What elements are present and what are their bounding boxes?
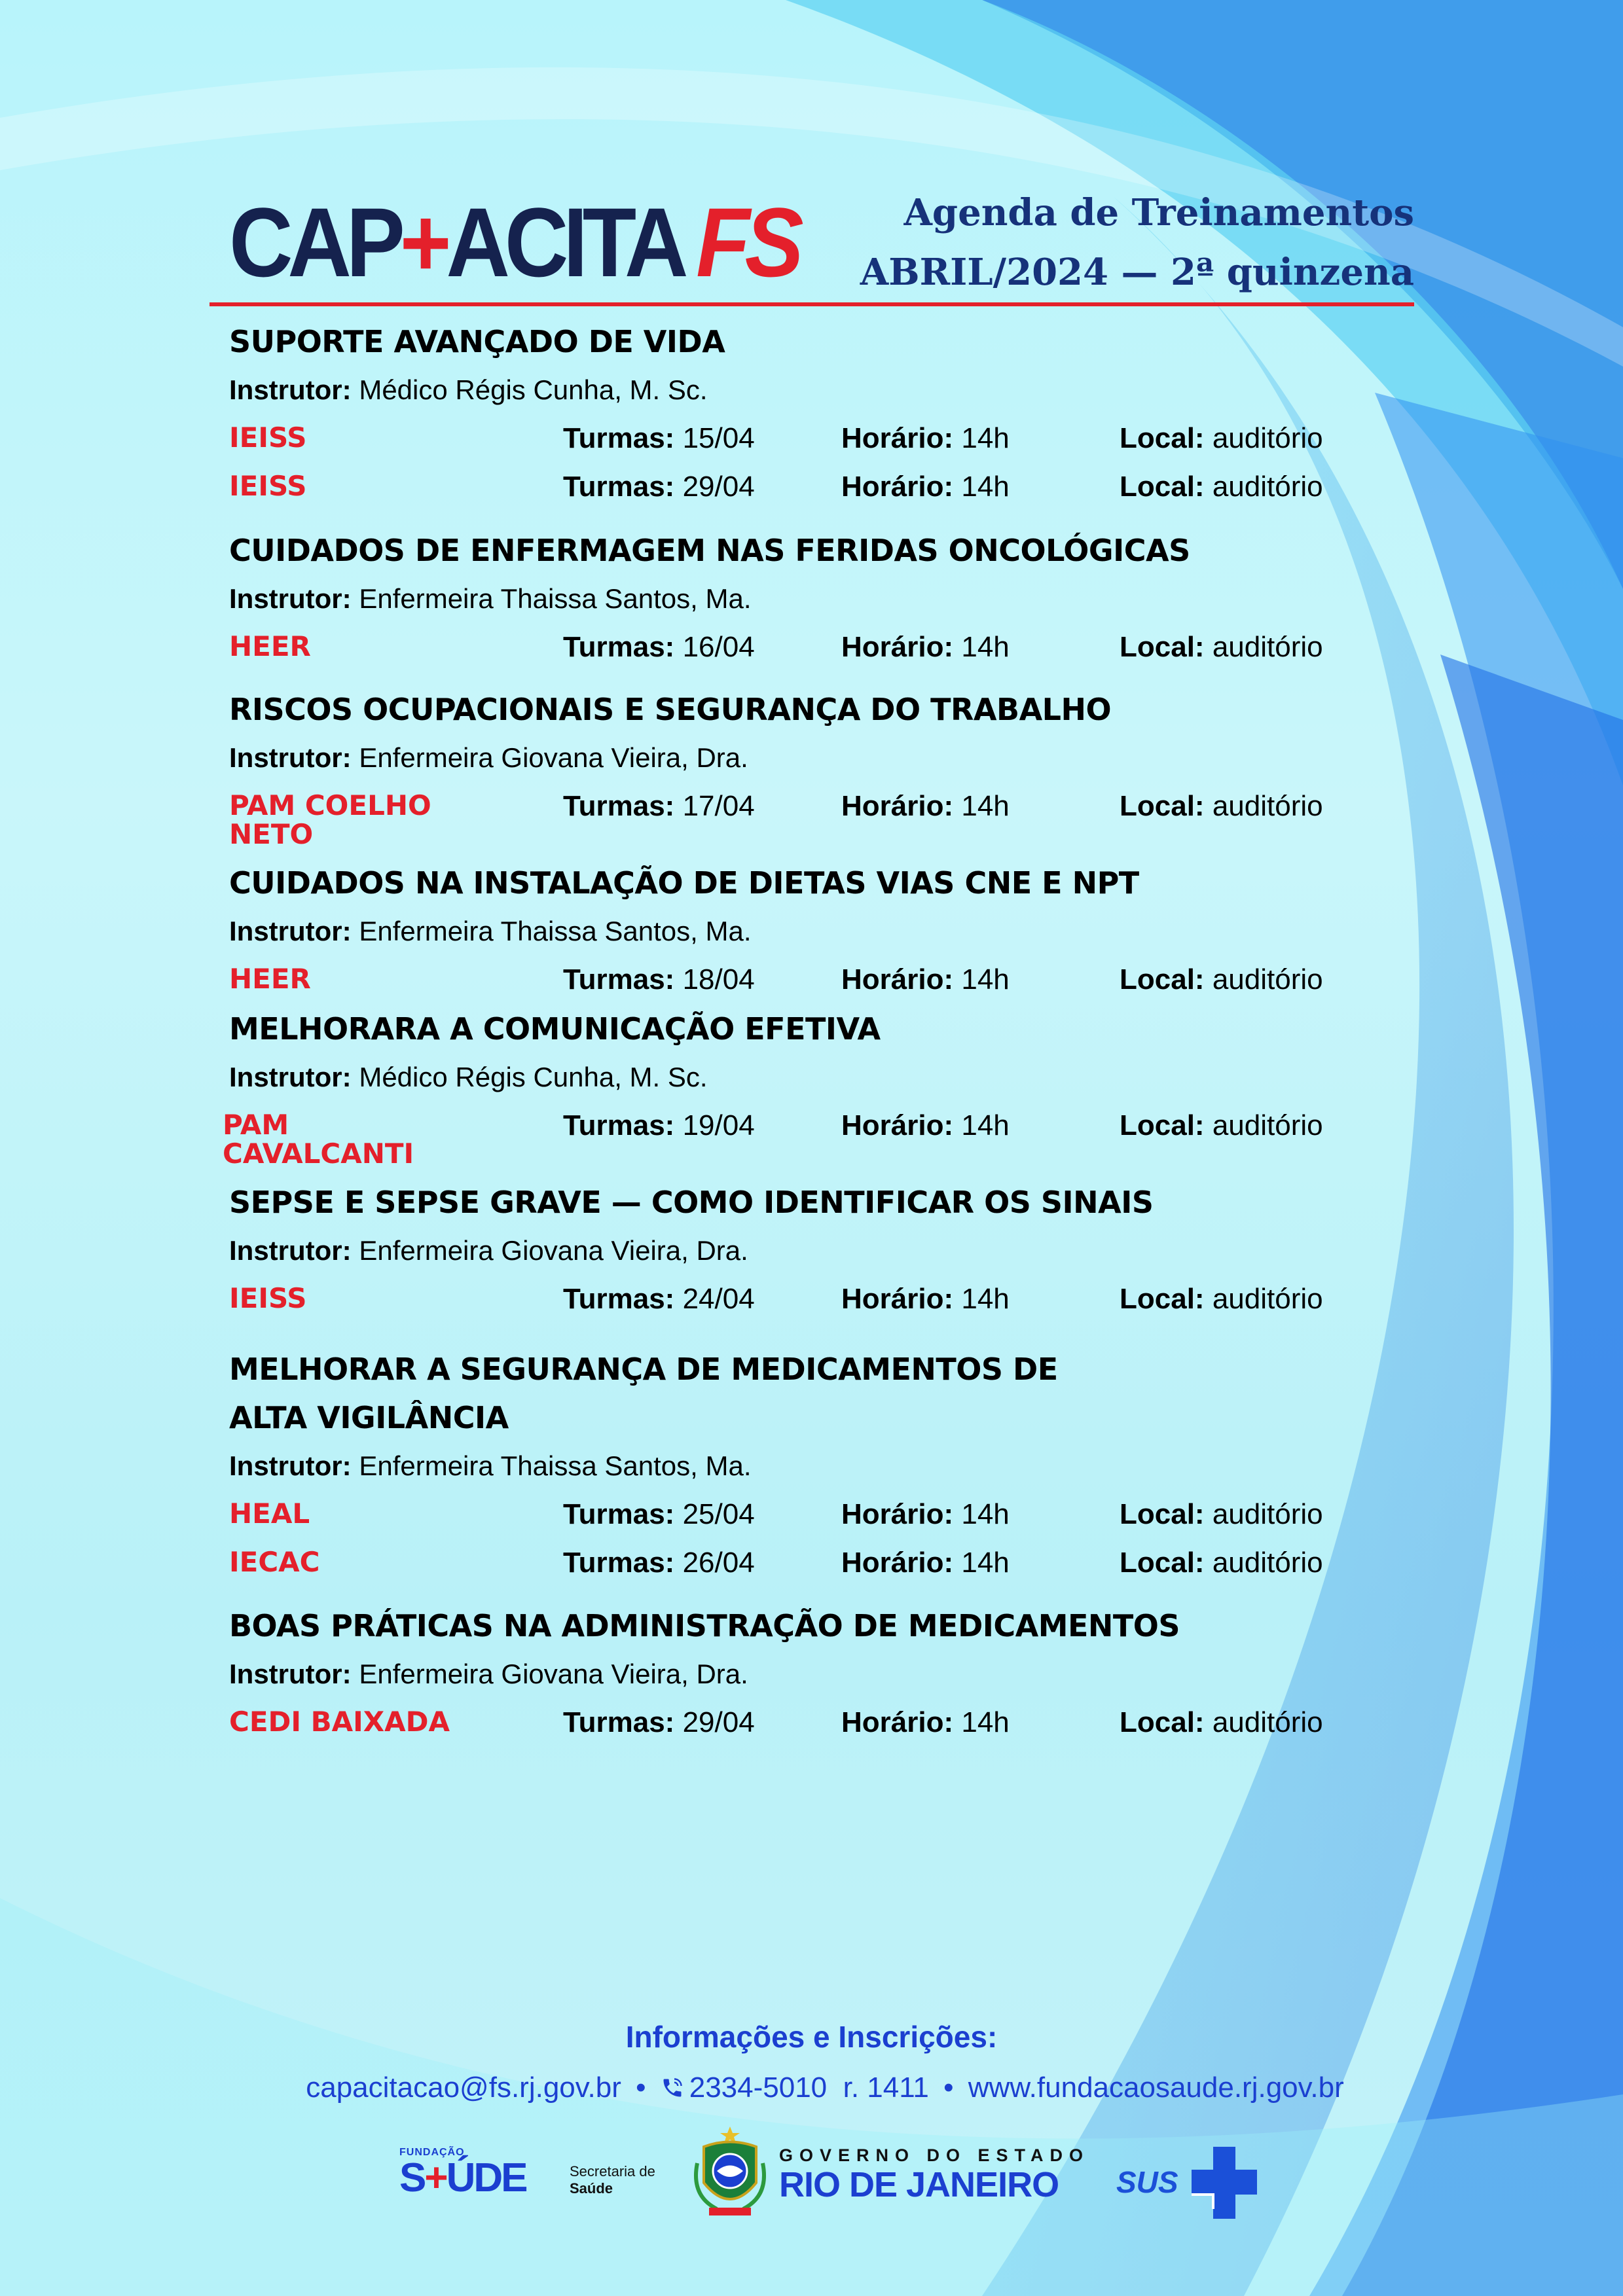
course-block	[229, 526, 1408, 672]
session-row	[229, 956, 1408, 1004]
partner-logos	[0, 2121, 1623, 2225]
email-link[interactable]: capacitacao@fs.rj.gov.br	[306, 2072, 621, 2104]
course-block	[229, 1345, 1408, 1587]
session-date: Turmas: 26/04	[563, 1547, 755, 1579]
course-block	[229, 317, 1408, 511]
course-title: MELHORAR A SEGURANÇA DE MEDICAMENTOS DE	[229, 1352, 1058, 1387]
session-time: Horário: 14h	[841, 471, 1010, 503]
session-unit: PAM CAVALCANTI	[223, 1109, 414, 1170]
phone-icon	[661, 2076, 684, 2100]
course-block	[223, 1005, 1408, 1170]
sus-logo: SUS	[1116, 2144, 1260, 2222]
course-block	[229, 859, 1408, 1004]
session-time: Horário: 14h	[841, 1109, 1010, 1141]
session-date: Turmas: 29/04	[563, 1706, 755, 1738]
session-date: Turmas: 19/04	[563, 1109, 755, 1141]
session-time: Horário: 14h	[841, 1547, 1010, 1579]
session-place: Local: auditório	[1120, 1547, 1323, 1579]
session-place: Local: auditório	[1120, 1498, 1323, 1530]
secretaria-saude-logo: Secretaria de Saúde	[570, 2163, 655, 2197]
session-place: Local: auditório	[1120, 1706, 1323, 1738]
session-row	[229, 414, 1408, 463]
course-title: MELHORARA A COMUNICAÇÃO EFETIVA	[229, 1011, 881, 1047]
session-unit: IEISS	[229, 470, 307, 502]
course-title: SUPORTE AVANÇADO DE VIDA	[229, 324, 725, 359]
course-instructor: Instrutor: Médico Régis Cunha, M. Sc.	[229, 374, 708, 405]
bullet: •	[636, 2072, 646, 2104]
session-unit: HEER	[229, 630, 311, 662]
session-time: Horário: 14h	[841, 1706, 1010, 1738]
info-title: Informações e Inscrições:	[625, 2020, 998, 2054]
session-date: Turmas: 18/04	[563, 963, 755, 996]
capacita-fs-logo: CAP+ACITA FS	[229, 187, 799, 297]
coat-of-arms-icon	[691, 2124, 769, 2222]
phone-number[interactable]: 2334-5010 r. 1411	[689, 2072, 929, 2104]
bullet: •	[943, 2072, 954, 2104]
session-date: Turmas: 25/04	[563, 1498, 755, 1530]
website-link[interactable]: www.fundacaosaude.rj.gov.br	[968, 2072, 1344, 2104]
session-unit: IEISS	[229, 422, 307, 454]
course-title: RISCOS OCUPACIONAIS E SEGURANÇA DO TRABALHO	[229, 692, 1112, 727]
session-date: Turmas: 16/04	[563, 631, 755, 663]
session-unit: HEER	[229, 963, 311, 995]
header	[210, 177, 1414, 308]
course-instructor: Instrutor: Médico Régis Cunha, M. Sc.	[229, 1062, 708, 1092]
contact-line	[295, 2072, 1355, 2104]
course-instructor: Instrutor: Enfermeira Giovana Vieira, Dra.	[229, 1235, 748, 1266]
session-date: Turmas: 15/04	[563, 422, 755, 454]
session-row	[223, 1102, 1408, 1170]
agenda-period: ABRIL/2024 — 2ª quinzena	[860, 251, 1414, 294]
sus-cross-icon	[1188, 2144, 1260, 2222]
session-row	[229, 1490, 1408, 1539]
course-title: SEPSE E SEPSE GRAVE — COMO IDENTIFICAR OS SINAIS	[229, 1185, 1154, 1220]
agenda-heading	[860, 183, 1414, 302]
course-instructor: Instrutor: Enfermeira Thaissa Santos, Ma.	[229, 1450, 752, 1481]
course-title-line2: ALTA VIGILÂNCIA	[229, 1400, 509, 1435]
session-time: Horário: 14h	[841, 963, 1010, 996]
course-block	[229, 1178, 1408, 1323]
session-row	[229, 463, 1408, 511]
session-date: Turmas: 29/04	[563, 471, 755, 503]
course-title: BOAS PRÁTICAS NA ADMINISTRAÇÃO DE MEDICAMENTOS	[229, 1608, 1180, 1643]
session-place: Local: auditório	[1120, 1283, 1323, 1315]
session-time: Horário: 14h	[841, 790, 1010, 822]
course-block	[229, 1602, 1408, 1747]
agenda-title: Agenda de Treinamentos	[903, 191, 1414, 234]
governo-rj-logo: GOVERNO DO ESTADO RIO DE JANEIRO	[779, 2145, 1090, 2204]
course-title: CUIDADOS DE ENFERMAGEM NAS FERIDAS ONCOLÓGICAS	[229, 533, 1190, 568]
session-row	[229, 782, 1408, 850]
session-place: Local: auditório	[1120, 963, 1323, 996]
session-time: Horário: 14h	[841, 422, 1010, 454]
session-row	[229, 1275, 1408, 1323]
session-unit: IEISS	[229, 1282, 307, 1314]
session-unit: CEDI BAIXADA	[229, 1706, 450, 1738]
session-unit: PAM COELHO NETO	[229, 789, 431, 850]
session-row	[229, 1539, 1408, 1587]
session-row	[229, 623, 1408, 672]
course-instructor: Instrutor: Enfermeira Giovana Vieira, Dra.	[229, 1659, 748, 1689]
session-place: Local: auditório	[1120, 471, 1323, 503]
course-block	[229, 685, 1408, 850]
session-place: Local: auditório	[1120, 422, 1323, 454]
session-date: Turmas: 24/04	[563, 1283, 755, 1315]
course-instructor: Instrutor: Enfermeira Thaissa Santos, Ma.	[229, 583, 752, 614]
session-time: Horário: 14h	[841, 1283, 1010, 1315]
session-time: Horário: 14h	[841, 1498, 1010, 1530]
course-instructor: Instrutor: Enfermeira Giovana Vieira, Dra.	[229, 742, 748, 773]
session-place: Local: auditório	[1120, 790, 1323, 822]
session-unit: IECAC	[229, 1546, 320, 1578]
session-time: Horário: 14h	[841, 631, 1010, 663]
course-title: CUIDADOS NA INSTALAÇÃO DE DIETAS VIAS CNE E NPT	[229, 865, 1139, 901]
session-row	[229, 1698, 1408, 1747]
course-instructor: Instrutor: Enfermeira Thaissa Santos, Ma.	[229, 916, 752, 946]
session-place: Local: auditório	[1120, 1109, 1323, 1141]
plus-icon: +	[399, 187, 447, 297]
fundacao-saude-logo: FUNDAÇÃO S+ÚDE	[399, 2147, 526, 2200]
session-place: Local: auditório	[1120, 631, 1323, 663]
header-divider	[210, 302, 1414, 306]
session-date: Turmas: 17/04	[563, 790, 755, 822]
session-unit: HEAL	[229, 1498, 310, 1530]
